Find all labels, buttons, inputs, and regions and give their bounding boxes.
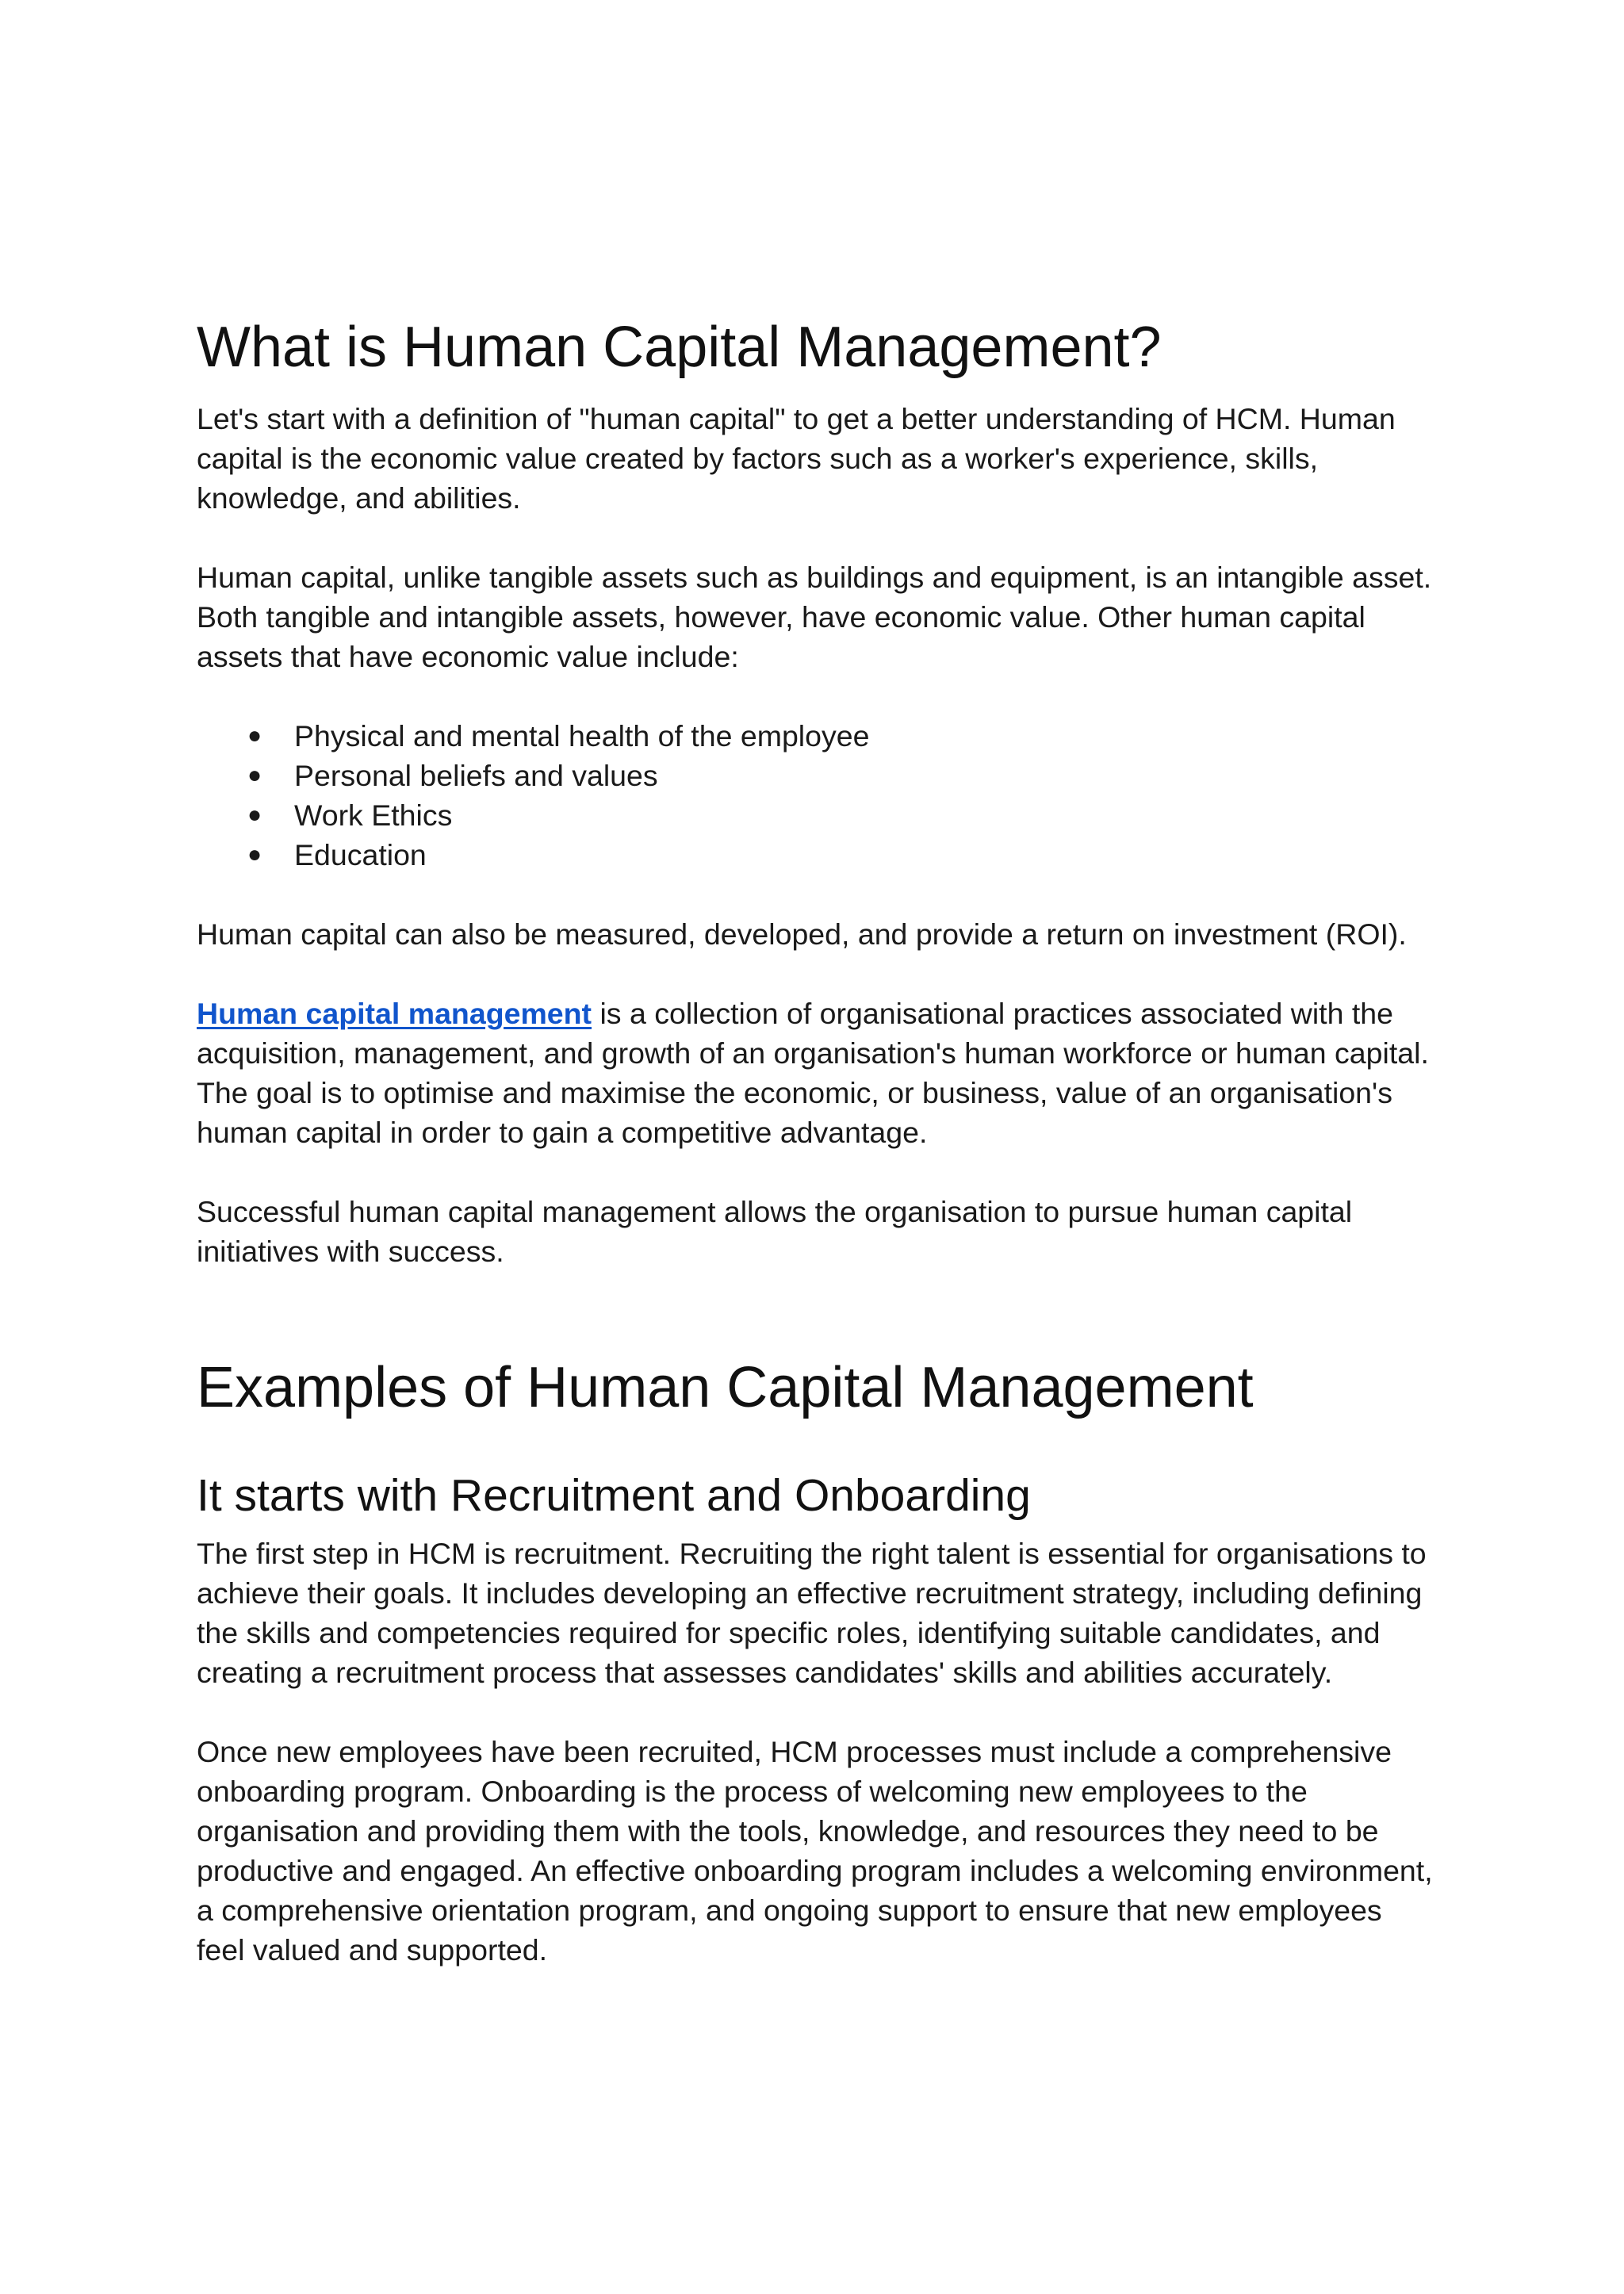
intangible-asset-paragraph: Human capital, unlike tangible assets such as buildings and equipment, is an intangible asset. Both tangible and intangible assets, however, have economic value. Other human capital assets that have economic value include: — [197, 561, 1432, 674]
list-item — [197, 756, 1434, 795]
document-body — [197, 313, 1434, 2009]
list-item-text: Work Ethics — [294, 798, 453, 833]
list-item — [197, 835, 1434, 875]
human-capital-assets-list — [197, 716, 1434, 875]
onboarding-paragraph: Once new employees have been recruited, HCM processes must include a comprehensive onboarding program. Onboarding is the process of welcoming new employees to the organisation and providing them with the tools, knowledge, and resources they need to be productive and engaged. An effective onboarding program includes a welcoming environment, a comprehensive orientation program, and ongoing support to ensure that new employees feel valued and supported. — [197, 1735, 1433, 1967]
intro-paragraph: Let's start with a definition of "human capital" to get a better understanding of HCM. Human capital is the economic value created by factors such as a worker's experience, skills, knowledge, and abilities. — [197, 402, 1396, 515]
list-item — [197, 795, 1434, 835]
recruitment-subheading: It starts with Recruitment and Onboarding — [197, 1469, 1031, 1521]
roi-paragraph: Human capital can also be measured, developed, and provide a return on investment (ROI). — [197, 917, 1407, 952]
page-title: What is Human Capital Management? — [197, 316, 1162, 379]
list-item-text: Physical and mental health of the employee — [294, 719, 870, 753]
recruitment-paragraph: The first step in HCM is recruitment. Recruiting the right talent is essential for organisations to achieve their goals. It includes developing an effective recruitment strategy, including defining the skills and competencies required for specific roles, identifying suitable candidates, and creating a recruitment process that assesses candidates' skills and abilities accurately. — [197, 1537, 1427, 1690]
list-item-text: Education — [294, 838, 427, 872]
hcm-link[interactable]: Human capital management — [197, 997, 592, 1031]
bullet-icon: ● — [247, 841, 262, 868]
success-paragraph: Successful human capital management allows the organisation to pursue human capital initiatives with success. — [197, 1195, 1353, 1269]
bullet-icon: ● — [247, 762, 262, 789]
bullet-icon: ● — [247, 802, 262, 829]
examples-heading: Examples of Human Capital Management — [197, 1356, 1254, 1420]
bullet-icon: ● — [247, 722, 262, 749]
list-item — [197, 716, 1434, 756]
list-item-text: Personal beliefs and values — [294, 759, 658, 793]
hcm-definition-paragraph — [197, 994, 1434, 1152]
hcm-definition-text: is a collection of organisational practices associated with the acquisition, management, and growth of an organisation's human workforce or human capital. The goal is to optimise and maximise the economic, or business, value of an organisation's human capital in order to gain a competitive advantage. — [197, 997, 1429, 1150]
